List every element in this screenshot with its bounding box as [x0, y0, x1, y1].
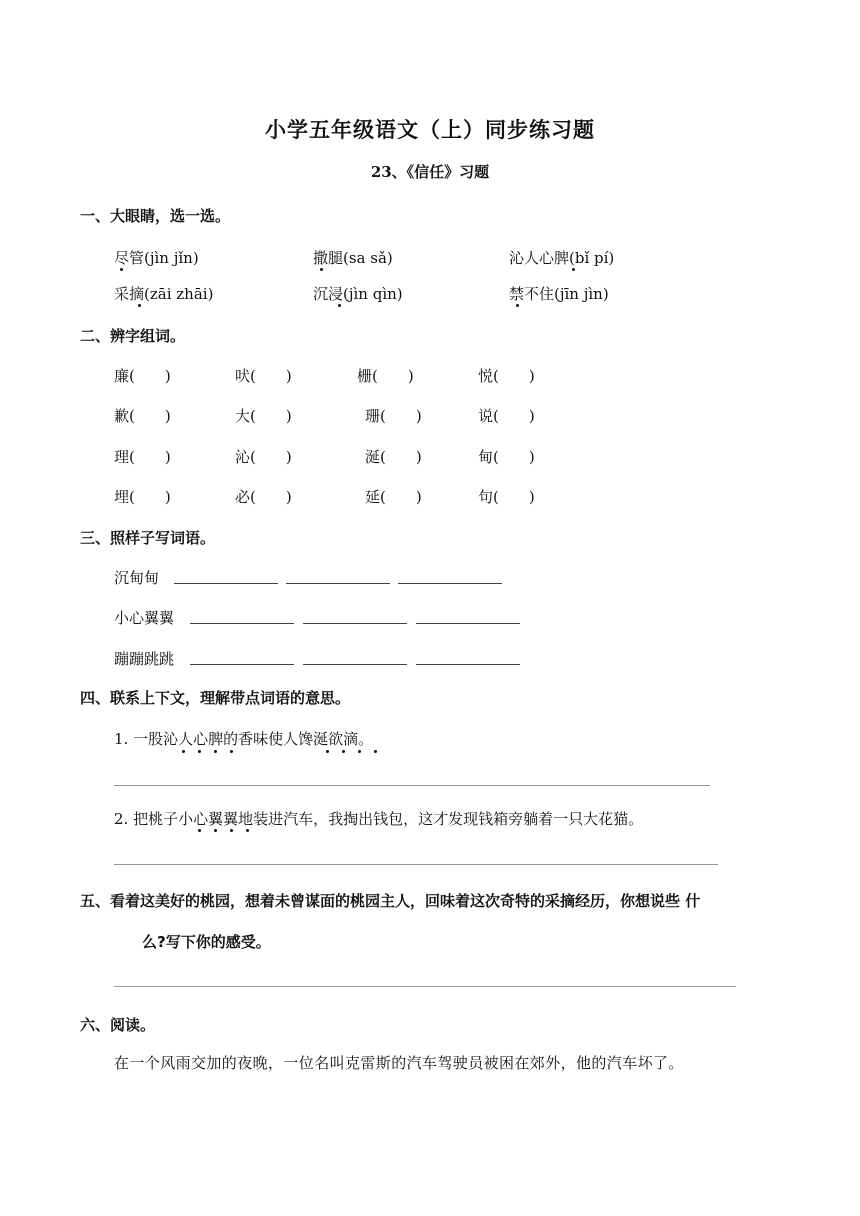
- emphasis-dot: [320, 268, 323, 271]
- word-cell: 廉( ): [114, 367, 171, 385]
- section4-heading: 四、联系上下文，理解带点词语的意思。: [80, 689, 351, 707]
- emphasis-dot: [572, 268, 575, 271]
- example-word: 蹦蹦跳跳: [114, 650, 175, 668]
- emphasis-dot: [214, 750, 217, 753]
- emphasis-dot: [374, 750, 377, 753]
- answer-blank[interactable]: [286, 583, 390, 584]
- emphasis-dot: [230, 750, 233, 753]
- word-cell: 理( ): [114, 448, 171, 466]
- emphasis-dot: [182, 750, 185, 753]
- pinyin-choice: 禁不住(jīn jìn): [509, 285, 609, 303]
- reading-passage: 在一个风雨交加的夜晚，一位名叫克雷斯的汽车驾驶员被困在郊外，他的汽车坏了。: [114, 1054, 684, 1072]
- section3-heading: 三、照样子写词语。: [80, 529, 216, 547]
- answer-blank[interactable]: [416, 623, 520, 624]
- word-cell: 歉( ): [114, 407, 171, 425]
- word-cell: 说( ): [478, 407, 535, 425]
- pinyin-choice: 采摘(zāi zhāi): [114, 285, 214, 303]
- word-cell: 必( ): [235, 488, 292, 506]
- pinyin-choice: 沁人心脾(bǐ pí): [509, 249, 615, 267]
- word-cell: 栅( ): [357, 367, 414, 385]
- emphasis-dot: [516, 304, 519, 307]
- word-cell: 大( ): [235, 407, 292, 425]
- answer-blank[interactable]: [190, 623, 294, 624]
- answer-blank[interactable]: [303, 664, 407, 665]
- emphasis-dot: [198, 750, 201, 753]
- word-cell: 珊( ): [365, 407, 422, 425]
- emphasis-dot: [246, 829, 249, 832]
- pinyin-choice: 撒腿(sa sǎ): [313, 249, 393, 267]
- answer-blank[interactable]: [174, 583, 278, 584]
- emphasis-dot: [326, 750, 329, 753]
- emphasis-dot: [214, 829, 217, 832]
- word-cell: 甸( ): [478, 448, 535, 466]
- section1-heading: 一、大眼睛，选一选。: [80, 207, 231, 225]
- word-cell: 悦( ): [478, 367, 535, 385]
- section5-heading: 五、看着这美好的桃园，想着未曾谋面的桃园主人，回味着这次奇特的采摘经历，你想说些 什: [80, 892, 701, 910]
- word-cell: 句( ): [478, 488, 535, 506]
- emphasis-dot: [342, 750, 345, 753]
- word-cell: 延( ): [365, 488, 422, 506]
- example-word: 小心翼翼: [114, 609, 175, 627]
- emphasis-dot: [230, 829, 233, 832]
- word-cell: 吠( ): [235, 367, 292, 385]
- word-cell: 沁( ): [235, 448, 292, 466]
- page-subtitle: 23、《信任》习题: [370, 163, 490, 181]
- example-word: 沉甸甸: [114, 569, 160, 587]
- emphasis-dot: [120, 268, 123, 271]
- emphasis-dot: [138, 304, 141, 307]
- answer-line[interactable]: [114, 986, 736, 987]
- question-2: 2. 把桃子小心翼翼地装进汽车，我掏出钱包，这才发现钱箱旁躺着一只大花猫。: [114, 810, 644, 828]
- pinyin-choice: 沉浸(jìn qìn): [313, 285, 403, 303]
- word-cell: 涎( ): [365, 448, 422, 466]
- answer-blank[interactable]: [416, 664, 520, 665]
- pinyin-choice: 尽管(jìn jǐn): [114, 249, 199, 267]
- page-title: 小学五年级语文（上）同步练习题: [265, 117, 595, 142]
- emphasis-dot: [358, 750, 361, 753]
- section6-heading: 六、阅读。: [80, 1016, 156, 1034]
- question-1: 1. 一股沁人心脾的香味使人馋涎欲滴。: [114, 730, 374, 748]
- answer-blank[interactable]: [303, 623, 407, 624]
- section2-heading: 二、辨字组词。: [80, 327, 186, 345]
- answer-line[interactable]: [114, 785, 710, 786]
- section5-heading-cont: 么?写下你的感受。: [142, 933, 271, 951]
- emphasis-dot: [338, 304, 341, 307]
- word-cell: 埋( ): [114, 488, 171, 506]
- answer-line[interactable]: [114, 864, 718, 865]
- answer-blank[interactable]: [190, 664, 294, 665]
- emphasis-dot: [198, 829, 201, 832]
- answer-blank[interactable]: [398, 583, 502, 584]
